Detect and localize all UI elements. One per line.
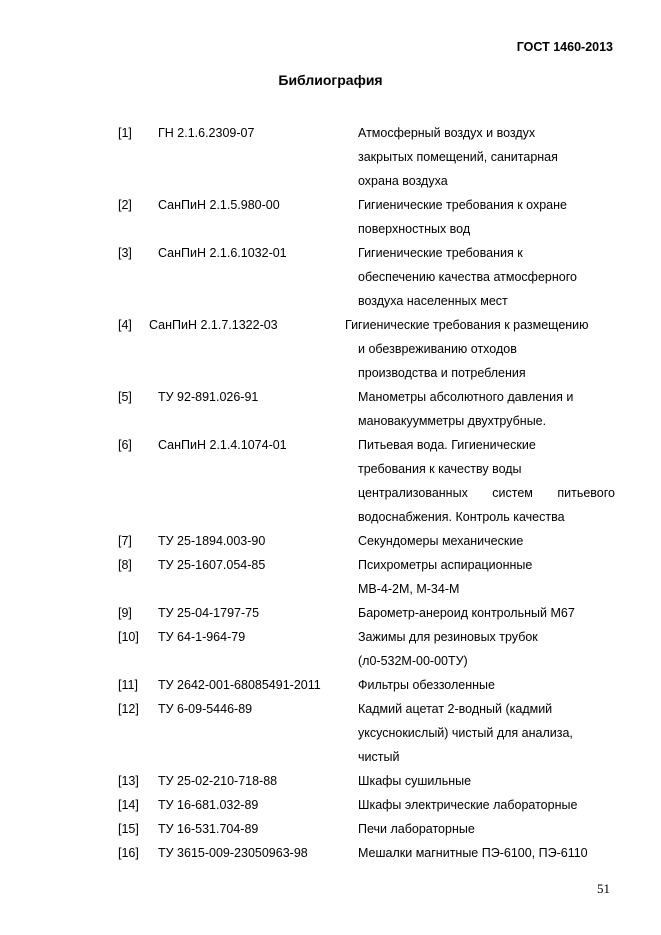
entry-description-line: уксуснокислый) чистый для анализа, <box>358 726 573 740</box>
entry-number: [16] <box>118 846 139 860</box>
entry-description-line: поверхностных вод <box>358 222 471 236</box>
entry-description-line: Гигиенические требования к <box>358 246 523 260</box>
entry-description-line: Мешалки магнитные ПЭ-6100, ПЭ-6110 <box>358 846 588 860</box>
bibliography-entry <box>0 313 661 385</box>
entry-description-line: централизованных систем питьевого <box>358 486 615 500</box>
entry-description-line: Шкафы электрические лабораторные <box>358 798 578 812</box>
entry-description <box>358 193 615 241</box>
entry-document-code: ТУ 25-1894.003-90 <box>158 534 266 548</box>
entry-number: [2] <box>118 198 132 212</box>
entry-description <box>358 817 615 841</box>
bibliography-entry <box>0 817 661 841</box>
entry-document-code: ТУ 16-531.704-89 <box>158 822 259 836</box>
entry-description-line: чистый <box>358 750 400 764</box>
bibliography-entry <box>0 529 661 553</box>
entry-description-line: Фильтры обеззоленные <box>358 678 495 692</box>
bibliography-entry <box>0 553 661 601</box>
entry-document-code: ТУ 92-891.026-91 <box>158 390 259 404</box>
entry-description-line: МВ-4-2М, М-34-М <box>358 582 460 596</box>
bibliography-entry <box>0 793 661 817</box>
entry-description <box>358 433 615 529</box>
entry-description-line: обеспечению качества атмосферного <box>358 270 577 284</box>
entry-number: [9] <box>118 606 132 620</box>
entry-number: [14] <box>118 798 139 812</box>
entry-description <box>358 625 615 673</box>
entry-description-line: производства и потребления <box>358 366 526 380</box>
entry-description <box>358 553 615 601</box>
entry-description-line: Гигиенические требования к размещению <box>345 318 589 332</box>
bibliography-entry <box>0 601 661 625</box>
entry-document-code: СанПиН 2.1.5.980-00 <box>158 198 280 212</box>
entry-description-line: Питьевая вода. Гигиенические <box>358 438 536 452</box>
entry-document-code: ТУ 25-04-1797-75 <box>158 606 260 620</box>
entry-description <box>358 673 615 697</box>
page-title: Библиография <box>278 72 383 88</box>
bibliography-list <box>0 121 661 865</box>
entry-description-line: Психрометры аспирационные <box>358 558 533 572</box>
bibliography-entry <box>0 433 661 529</box>
entry-document-code: СанПиН 2.1.7.1322-03 <box>149 318 278 332</box>
entry-document-code: ТУ 2642-001-68085491-2011 <box>158 678 321 692</box>
page-number: 51 <box>597 881 610 896</box>
entry-description-line: Зажимы для резиновых трубок <box>358 630 538 644</box>
entry-number: [4] <box>118 318 132 332</box>
bibliography-entry <box>0 841 661 865</box>
bibliography-entry <box>0 697 661 769</box>
entry-number: [6] <box>118 438 132 452</box>
entry-document-code: ТУ 16-681.032-89 <box>158 798 259 812</box>
bibliography-entry <box>0 193 661 241</box>
entry-document-code: ТУ 6-09-5446-89 <box>158 702 253 716</box>
entry-description-line: воздуха населенных мест <box>358 294 508 308</box>
entry-description <box>358 529 615 553</box>
entry-description <box>358 121 615 193</box>
entry-description-line: Шкафы сушильные <box>358 774 472 788</box>
entry-description-line: Секундомеры механические <box>358 534 524 548</box>
entry-description-line: Атмосферный воздух и воздух <box>358 126 536 140</box>
entry-number: [10] <box>118 630 139 644</box>
entry-number: [3] <box>118 246 132 260</box>
entry-number: [13] <box>118 774 139 788</box>
entry-description <box>358 769 615 793</box>
entry-description-line: охрана воздуха <box>358 174 448 188</box>
entry-description <box>358 793 615 817</box>
entry-description-line: требования к качеству воды <box>358 462 522 476</box>
entry-document-code: ТУ 25-02-210-718-88 <box>158 774 278 788</box>
entry-document-code: СанПиН 2.1.4.1074-01 <box>158 438 287 452</box>
bibliography-entry <box>0 769 661 793</box>
entry-number: [5] <box>118 390 132 404</box>
bibliography-entry <box>0 625 661 673</box>
entry-description <box>358 841 615 865</box>
entry-description-line: Гигиенические требования к охране <box>358 198 567 212</box>
entry-description-line: (л0-532М-00-00ТУ) <box>358 654 468 668</box>
entry-number: [1] <box>118 126 132 140</box>
bibliography-entry <box>0 673 661 697</box>
entry-description <box>358 697 615 769</box>
entry-description-line: закрытых помещений, санитарная <box>358 150 558 164</box>
entry-number: [8] <box>118 558 132 572</box>
entry-number: [7] <box>118 534 132 548</box>
bibliography-entry <box>0 241 661 313</box>
entry-document-code: ТУ 3615-009-23050963-98 <box>158 846 308 860</box>
document-header-code: ГОСТ 1460-2013 <box>516 40 613 54</box>
bibliography-entry <box>0 385 661 433</box>
entry-number: [12] <box>118 702 139 716</box>
entry-description-line: Печи лабораторные <box>358 822 475 836</box>
entry-description-line: Барометр-анероид контрольный М67 <box>358 606 575 620</box>
entry-description-line: и обезвреживанию отходов <box>358 342 517 356</box>
entry-document-code: СанПиН 2.1.6.1032-01 <box>158 246 287 260</box>
entry-description <box>345 313 615 385</box>
entry-description <box>358 241 615 313</box>
entry-description <box>358 601 615 625</box>
entry-number: [15] <box>118 822 139 836</box>
entry-description-line: водоснабжения. Контроль качества <box>358 510 565 524</box>
entry-description-line: Кадмий ацетат 2-водный (кадмий <box>358 702 553 716</box>
entry-description-line: Манометры абсолютного давления и <box>358 390 574 404</box>
entry-description <box>358 385 615 433</box>
entry-number: [11] <box>118 678 138 692</box>
bibliography-entry <box>0 121 661 193</box>
entry-document-code: ТУ 25-1607.054-85 <box>158 558 266 572</box>
entry-document-code: ГН 2.1.6.2309-07 <box>158 126 255 140</box>
entry-document-code: ТУ 64-1-964-79 <box>158 630 246 644</box>
entry-description-line: мановакуумметры двухтрубные. <box>358 414 547 428</box>
